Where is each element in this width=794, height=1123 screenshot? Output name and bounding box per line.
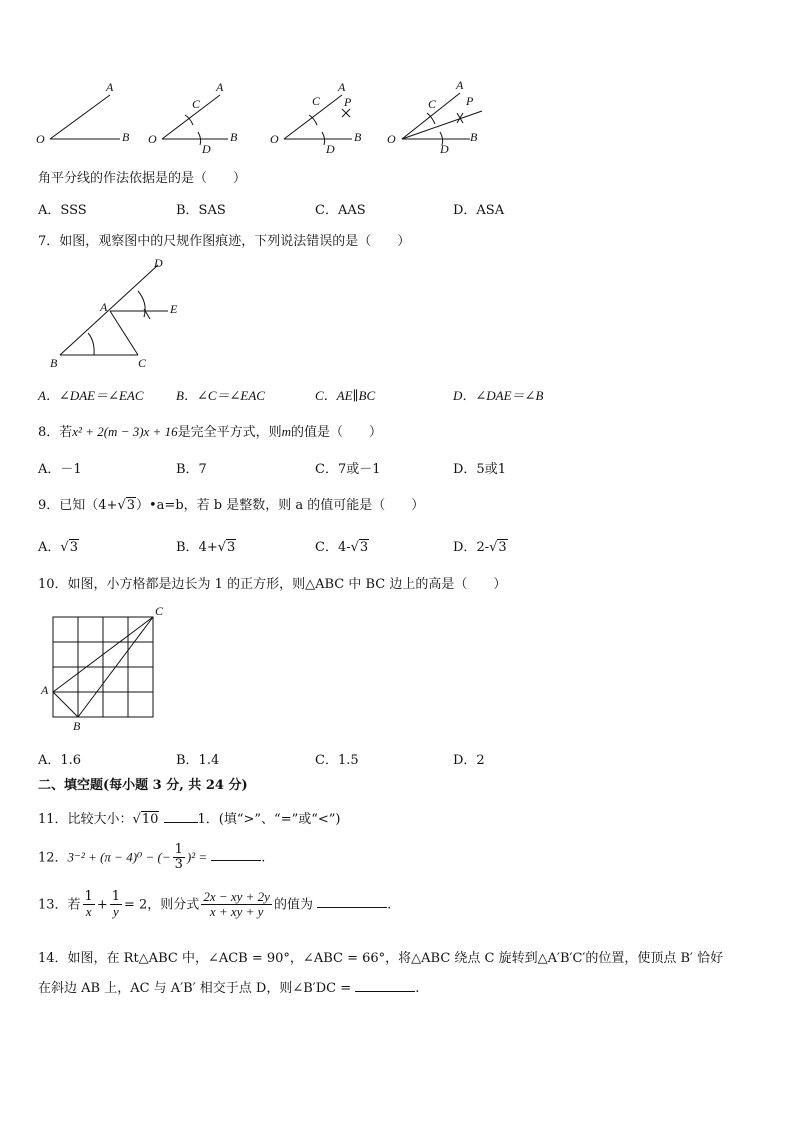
q13-fraction-2 <box>110 890 122 920</box>
q10-option-c[interactable]: C．1.5 <box>315 753 359 768</box>
q6-option-a[interactable]: A．SSS <box>38 203 87 218</box>
q9-option-d-label: D． <box>453 540 477 555</box>
q13-fraction-1 <box>83 890 95 920</box>
q7-label-c: C <box>138 356 147 370</box>
q13 <box>38 890 391 920</box>
q6-option-d[interactable]: D．ASA <box>453 203 505 218</box>
q13-end: . <box>387 897 392 913</box>
q8-suffix: 是完全平方式，则 <box>177 425 282 440</box>
label-p: P <box>466 94 474 108</box>
q7-option-b[interactable]: B．∠C＝∠EAC <box>176 388 265 403</box>
q12-answer-blank[interactable] <box>211 848 261 861</box>
q11-root: 10 <box>141 812 159 827</box>
q9-root: 3 <box>126 498 136 513</box>
panel-2 <box>148 80 238 156</box>
q9-prefix: 9．已知（4+ <box>38 498 118 513</box>
q8-option-a[interactable]: A．－1 <box>38 462 82 477</box>
q9-option-a-label: A． <box>38 540 61 555</box>
q13-eq: = 2，则分式 <box>124 897 200 913</box>
q13-f1-num: 1 <box>84 889 93 904</box>
q12-frac-den: 3 <box>174 857 183 873</box>
q14-end: . <box>415 981 420 996</box>
q9-option-b-pre: 4+ <box>198 540 218 555</box>
q7-label-b: B <box>50 356 58 370</box>
panel-1 <box>36 80 130 146</box>
label-d: D <box>202 142 211 156</box>
q12-end: . <box>261 850 266 866</box>
section-2-title: 二、填空题(每小题 3 分, 共 24 分) <box>38 778 248 793</box>
q10-label-b: B <box>73 719 81 733</box>
q8-var: m <box>281 424 291 439</box>
q10-grid-figure <box>38 603 168 733</box>
q7-option-c[interactable]: C．AE∥BC <box>315 388 376 403</box>
q12-expr-a: 3⁻² + (π − 4)⁰ − (− <box>67 849 171 865</box>
q8-expression: x² + 2(m − 3)x + 16 <box>72 424 178 439</box>
q8-stem <box>38 421 382 440</box>
q9-option-c-root: 3 <box>359 540 369 555</box>
label-o: O <box>270 132 279 146</box>
q12-expr-b: )² = <box>186 849 208 865</box>
q12-frac-num: 1 <box>174 842 183 857</box>
q8-prefix: 8．若 <box>38 425 73 440</box>
q10-label-a: A <box>41 683 49 697</box>
label-o: O <box>36 132 45 146</box>
q10-option-a[interactable]: A．1.6 <box>38 753 82 768</box>
label-d: D <box>326 142 335 156</box>
q6-option-c[interactable]: C．AAS <box>315 203 366 218</box>
q12-fraction <box>173 843 185 873</box>
label-c: C <box>428 97 437 111</box>
q13-f2-num: 1 <box>111 889 121 904</box>
q13-answer-blank[interactable] <box>317 895 387 908</box>
q8-option-d[interactable]: D．5或1 <box>453 462 506 477</box>
q13-f2-den: y <box>112 904 119 920</box>
q7-option-d[interactable]: D．∠DAE＝∠B <box>453 388 544 403</box>
label-o: O <box>148 132 157 146</box>
q9-suffix: ）•a=b，若 b 是整数，则 a 的值可能是（ ） <box>136 498 425 513</box>
q9-option-b-label: B． <box>176 540 199 555</box>
q13-fraction-3 <box>201 890 272 920</box>
label-b: B <box>122 130 130 144</box>
q9-option-a[interactable]: A．√3 <box>38 540 78 555</box>
q9-option-b[interactable]: B．4+√3 <box>176 540 236 555</box>
q11-prefix: 11．比较大小： <box>38 812 133 827</box>
q11-suffix: 1．(填“>”、“=”或“<”) <box>197 812 341 827</box>
q14-answer-blank[interactable] <box>355 979 415 992</box>
q9-option-b-root: 3 <box>227 540 236 555</box>
label-d: D <box>440 142 449 156</box>
q7-label-e: E <box>170 302 178 316</box>
q7-label-a: A <box>100 300 108 314</box>
q14-line-2-text: 在斜边 AB 上，AC 与 A′B′ 相交于点 D，则∠B′DC = <box>38 981 352 996</box>
q7-label-d: D <box>154 256 163 270</box>
label-b: B <box>470 130 478 144</box>
q8-option-c[interactable]: C．7或－1 <box>315 462 381 477</box>
q10-label-c: C <box>155 604 164 618</box>
label-c: C <box>192 97 201 111</box>
q7-figure <box>40 255 200 375</box>
q9-option-c[interactable]: C．4-√3 <box>315 540 369 555</box>
label-b: B <box>230 130 238 144</box>
q6-option-b[interactable]: B．SAS <box>176 203 226 218</box>
label-a: A <box>338 80 346 94</box>
q13-suffix: 的值为 <box>273 897 313 913</box>
q9-option-d-pre: 2- <box>476 540 490 555</box>
q13-f1-den: x <box>85 904 92 920</box>
q7-stem: 7．如图，观察图中的尺规作图痕迹，下列说法错误的是（ ） <box>38 234 411 249</box>
q10-option-b[interactable]: B．1.4 <box>176 753 220 768</box>
label-b: B <box>354 130 362 144</box>
q10-option-d[interactable]: D．2 <box>453 753 485 768</box>
q8-tail: 的值是（ ） <box>291 425 383 440</box>
q9-option-c-label: C． <box>315 540 338 555</box>
q9-stem: 9．已知（4+√3）•a=b，若 b 是整数，则 a 的值可能是（ ） <box>38 498 425 513</box>
q14-line-2 <box>38 977 419 996</box>
q9-option-c-pre: 4- <box>337 540 351 555</box>
q13-plus: + <box>96 897 108 913</box>
label-p: P <box>344 95 352 109</box>
q13-prefix: 13．若 <box>38 897 81 913</box>
panel-3 <box>270 80 362 156</box>
q7-option-a[interactable]: A．∠DAE＝∠EAC <box>38 388 144 403</box>
q6-stem: 角平分线的作法依据是的是（ ） <box>38 171 247 186</box>
label-o: O <box>387 132 396 146</box>
q10-stem: 10．如图，小方格都是边长为 1 的正方形，则△ABC 中 BC 边上的高是（ ） <box>38 577 507 592</box>
angle-bisector-construction-figure <box>30 75 500 160</box>
q11-answer-blank[interactable] <box>164 810 198 823</box>
label-c: C <box>312 94 321 108</box>
q9-option-d[interactable]: D．2-√3 <box>453 540 507 555</box>
q14-line-1: 14．如图，在 Rt△ABC 中，∠ACB = 90°，∠ABC = 66°，将△ABC 绕点 C 旋转到△A′B′C′的位置，使顶点 B′ 恰好 <box>38 951 724 966</box>
q9-option-a-root: 3 <box>69 540 78 555</box>
q11: 11．比较大小：√10 1．(填“>”、“=”或“<”) <box>38 812 341 827</box>
q13-f3-den: x + xy + y <box>209 904 264 920</box>
q12 <box>38 843 265 873</box>
q9-option-d-root: 3 <box>498 540 507 555</box>
label-a: A <box>106 80 114 94</box>
q8-option-b[interactable]: B．7 <box>176 462 207 477</box>
q13-f3-num: 2x − xy + 2y <box>203 889 270 904</box>
q12-prefix: 12． <box>38 850 68 866</box>
panel-4 <box>387 78 482 156</box>
label-a: A <box>216 80 224 94</box>
label-a: A <box>456 78 464 92</box>
